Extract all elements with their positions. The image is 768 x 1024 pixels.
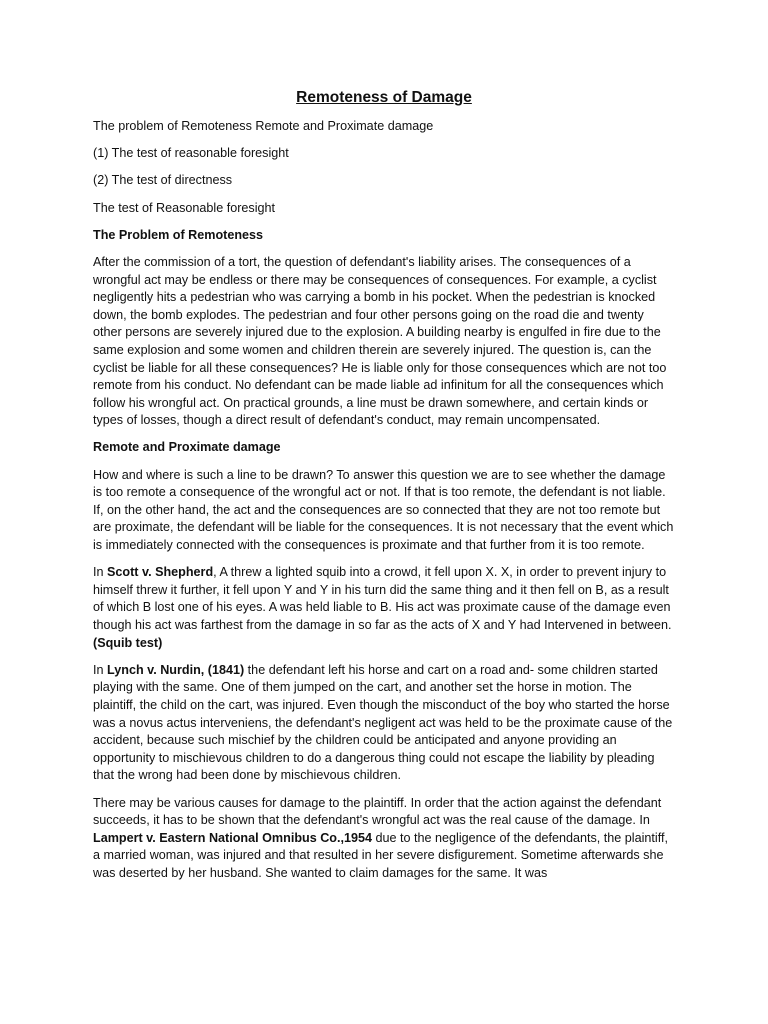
paragraph-lynch-v-nurdin <box>93 662 675 785</box>
intro-line: The test of Reasonable foresight <box>93 200 276 215</box>
text-run: In <box>93 565 108 580</box>
intro-line: (1) The test of reasonable foresight <box>93 146 289 161</box>
paragraph-scott-v-shepherd <box>93 564 675 652</box>
section-heading-proximate: Remote and Proximate damage <box>93 440 281 455</box>
text-run: due to the negligence of the defendants, the plaintiff, a married woman, was injured and that resulted in her severe disfigurement. Sometime afterwards she was deserted by her husband. She wanted to claim damages for the same. It was <box>93 830 668 880</box>
document-page <box>93 88 675 892</box>
text-run: the defendant left his horse and cart on a road and- some children started playing with the same. One of them jumped on the cart, and another set the horse in motion. The plaintiff, the child on the cart, was injured. Even though the misconduct of the boy who started the horse was a novus actus interveniens, the defendant's negligent act was held to be the proximate cause of the accident, because such mischief by the children could be anticipated and anyone providing an opportunity to mischievous children to do a dangerous thing could not escape the liability by pleading that the wrong had been done by mischievous children. <box>93 662 673 783</box>
paragraph-lampert <box>93 795 675 883</box>
section-heading-remoteness: The Problem of Remoteness <box>93 227 264 242</box>
case-tag: (Squib test) <box>93 635 163 650</box>
intro-line: (2) The test of directness <box>93 173 233 188</box>
paragraph-proximate: How and where is such a line to be drawn? To answer this question we are to see whether the damage is too remote a consequence of the wrongful act or not. If that is too remote, the defendant is not liable. If, on the other hand, the act and the consequences are so connected that they are not too remote but are proximate, the defendant will be liable for the consequences. It is not necessary that the event which is immediately connected with the consequences is proximate and that further from it is too remote. <box>93 467 674 553</box>
text-run: , A threw a lighted squib into a crowd, it fell upon X. X, in order to prevent injury to himself threw it further, it fell upon Y and Y in his turn did the same thing and it then fell on B, as a result of which B lost one of his eyes. A was held liable to B. His act was proximate cause of the damage even though his act was farthest from the damage in so far as the acts of X and Y had Intervened in between. <box>93 565 672 632</box>
case-name: Scott v. Shepherd <box>107 565 214 580</box>
case-name: Lampert v. Eastern National Omnibus Co.,1954 <box>93 830 373 845</box>
document-title: Remoteness of Damage <box>296 89 472 106</box>
text-run: In <box>93 662 108 677</box>
intro-line: The problem of Remoteness Remote and Proximate damage <box>93 119 434 133</box>
case-name: Lynch v. Nurdin, (1841) <box>107 662 245 677</box>
text-run: There may be various causes for damage to the plaintiff. In order that the action against the defendant succeeds, it has to be shown that the defendant's wrongful act was the real cause of the damage. In <box>93 795 662 828</box>
paragraph-remoteness: After the commission of a tort, the question of defendant's liability arises. The consequences of a wrongful act may be endless or there may be consequences of consequences. For example, a cyclist negligently hits a pedestrian who was carrying a bomb in his pocket. When the pedestrian is knocked down, the bomb explodes. The pedestrian and four other persons going on the road die and twenty other persons are severely injured due to the explosion. A building nearby is engulfed in fire due to the same explosion and some women and children therein are severely injured. The question is, can the cyclist be liable for all these consequences? He is liable only for those consequences which are not too remote from his conduct. No defendant can be made liable ad infinitum for all the consequences which follow his wrongful act. On practical grounds, a line must be drawn somewhere, and certain kinds or types of losses, though a direct result of defendant's conduct, may remain uncompensated. <box>93 254 667 428</box>
